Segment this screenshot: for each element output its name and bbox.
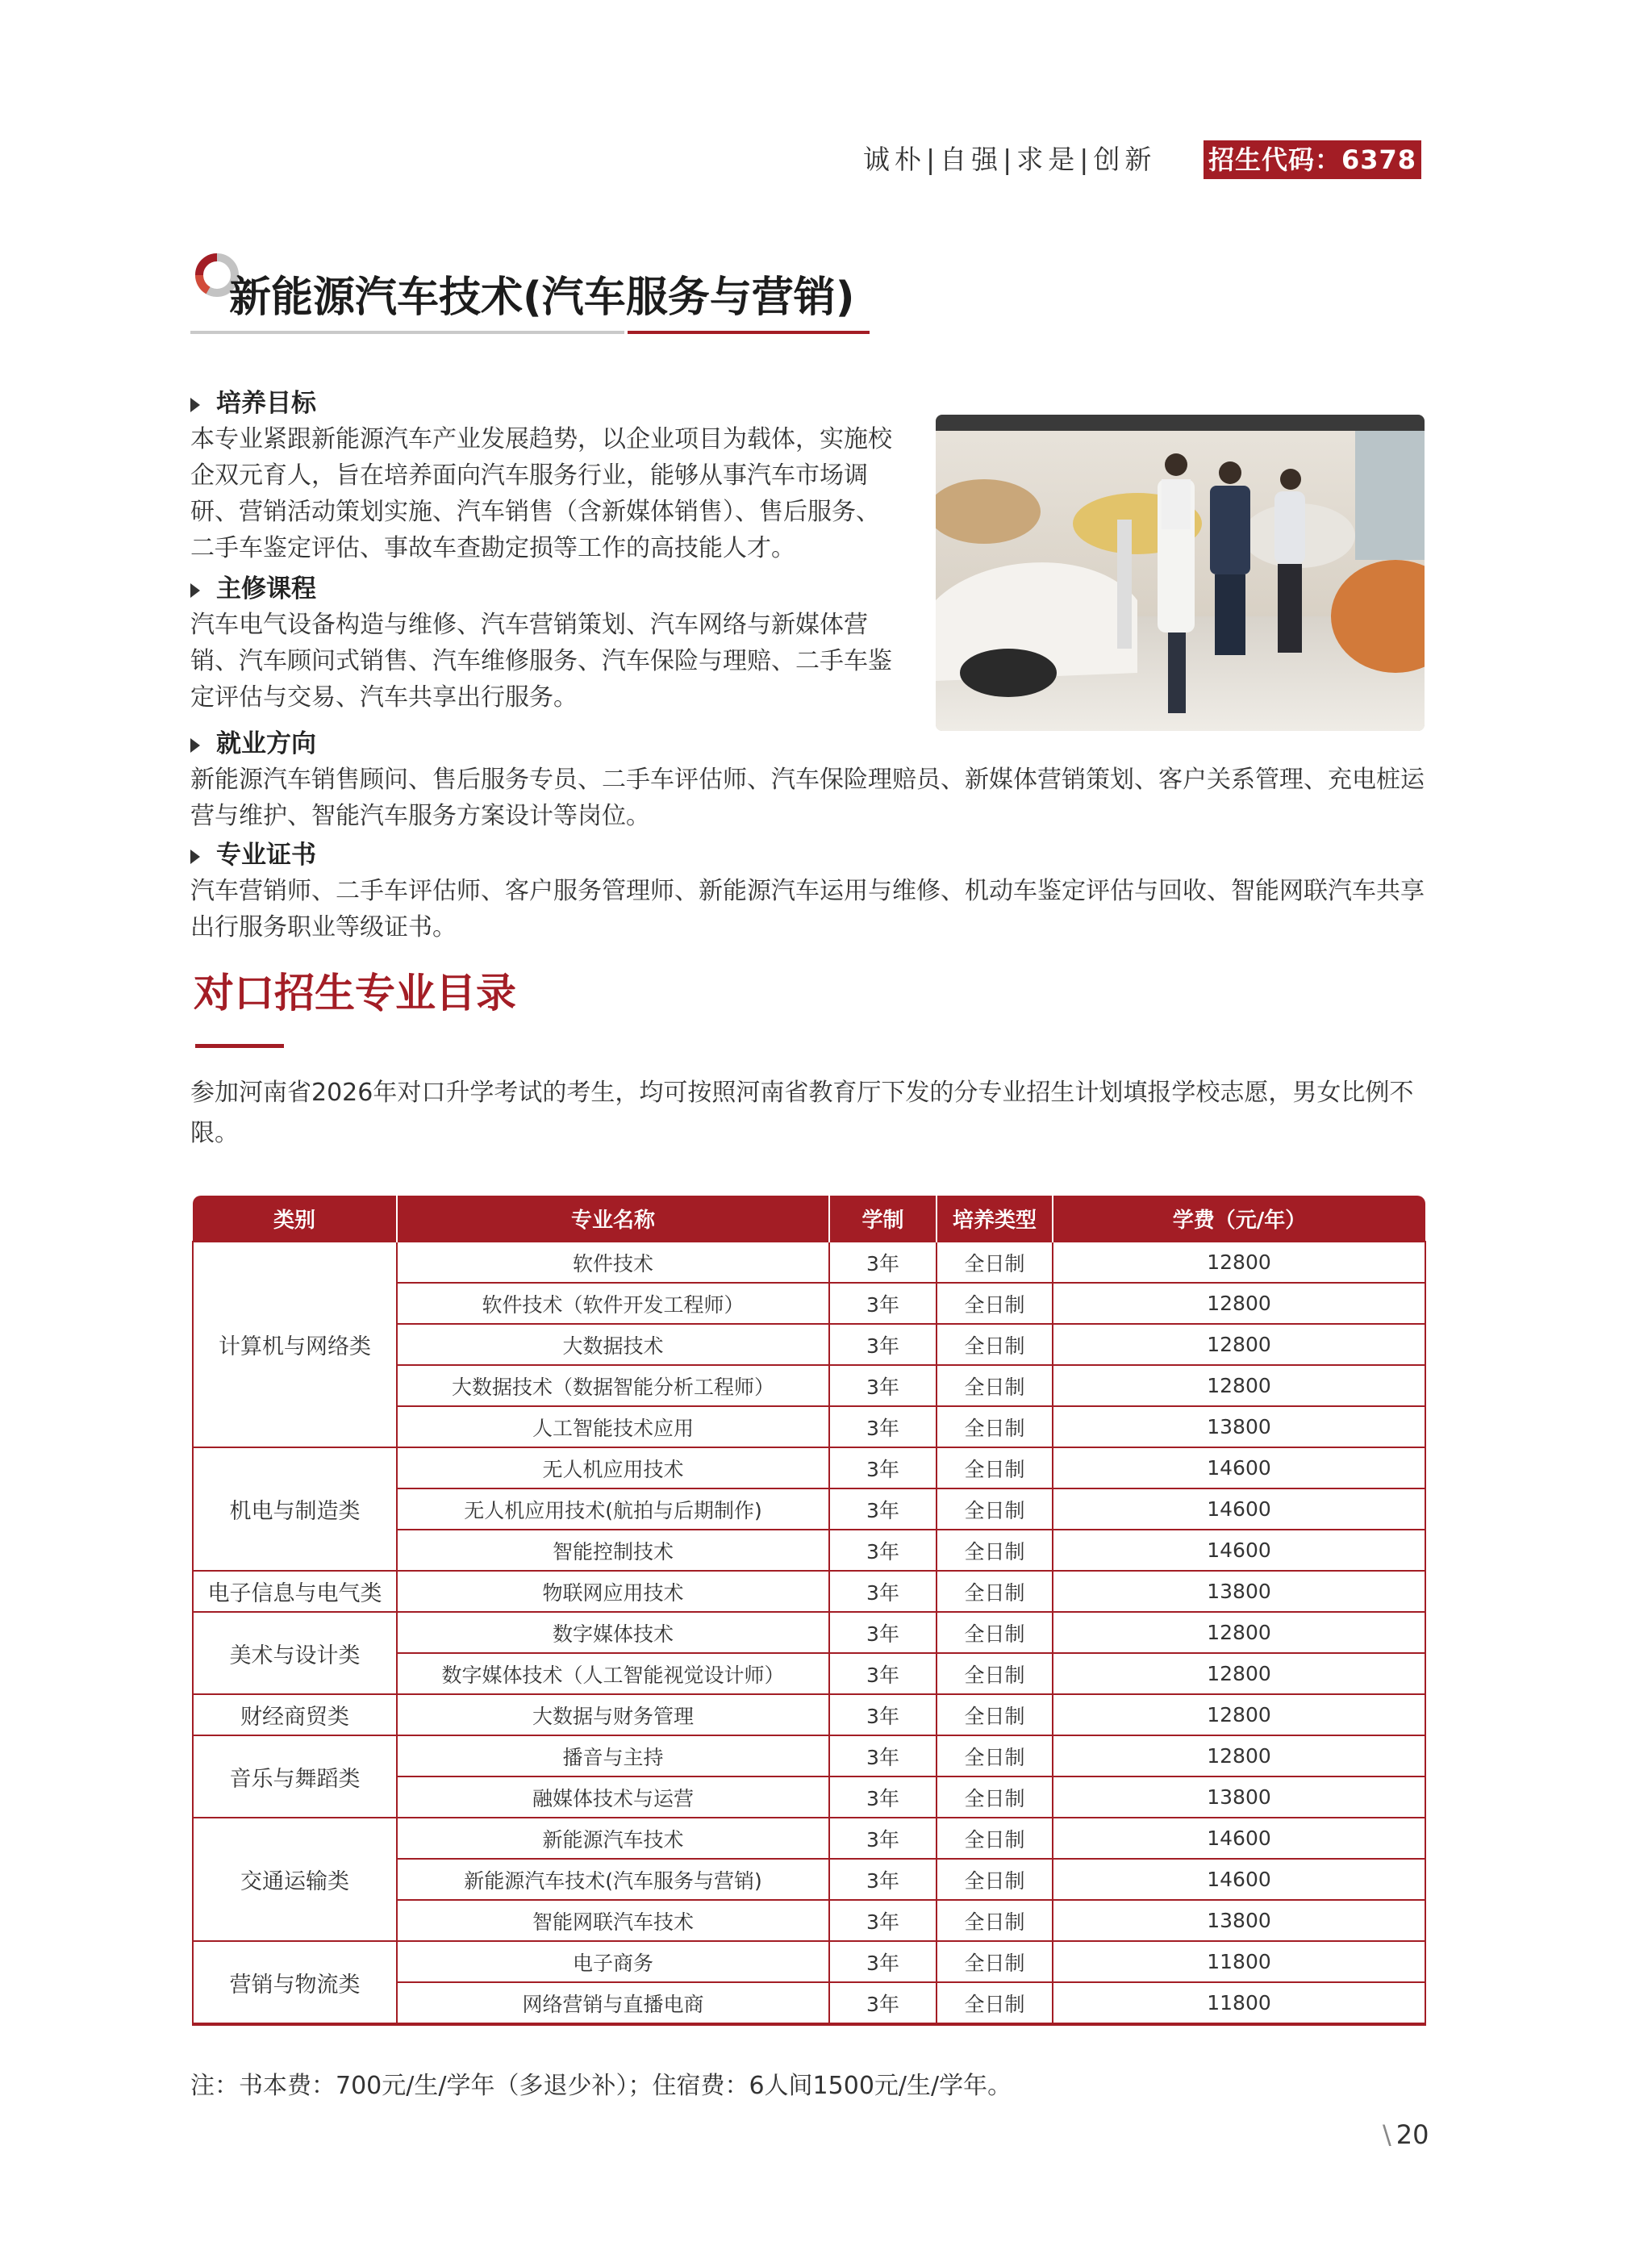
major-name-cell: 智能网联汽车技术 <box>397 1900 829 1941</box>
school-motto: 诚朴|自强|求是|创新 <box>863 144 1157 175</box>
header-major: 专业名称 <box>397 1196 829 1242</box>
tuition-cell: 13800 <box>1053 1776 1425 1818</box>
major-name-cell: 人工智能技术应用 <box>397 1406 829 1447</box>
type-cell: 全日制 <box>937 1694 1053 1735</box>
category-cell: 美术与设计类 <box>193 1612 397 1694</box>
duration-cell: 3年 <box>829 1283 937 1324</box>
duration-cell: 3年 <box>829 1859 937 1900</box>
triangle-bullet-icon <box>190 738 200 753</box>
type-cell: 全日制 <box>937 1941 1053 1982</box>
goal-text: 本专业紧跟新能源汽车产业发展趋势，以企业项目为载体，实施校企双元育人，旨在培养面向汽车服务行业，能够从事汽车市场调研、营销活动策划实施、汽车销售（含新媒体销售）、售后服务、二手车鉴定评估、事故车查勘定损等工作的高技能人才。 <box>190 425 892 562</box>
tuition-cell: 12800 <box>1053 1242 1425 1283</box>
header-duration: 学制 <box>829 1196 937 1242</box>
type-cell: 全日制 <box>937 1571 1053 1612</box>
enrollment-code-badge: 招生代码：6378 <box>1204 140 1421 179</box>
table-row <box>193 1612 1425 1653</box>
category-cell: 财经商贸类 <box>193 1694 397 1735</box>
major-name-cell: 网络营销与直播电商 <box>397 1982 829 2024</box>
duration-cell: 3年 <box>829 1488 937 1530</box>
type-cell: 全日制 <box>937 1365 1053 1406</box>
title-divider <box>190 331 624 334</box>
duration-cell: 3年 <box>829 1900 937 1941</box>
tuition-cell: 12800 <box>1053 1612 1425 1653</box>
table-header-row <box>193 1196 1425 1242</box>
table-row <box>193 1735 1425 1776</box>
tuition-cell: 14600 <box>1053 1447 1425 1488</box>
type-cell: 全日制 <box>937 1406 1053 1447</box>
title-divider-accent <box>628 331 870 334</box>
tuition-cell: 13800 <box>1053 1900 1425 1941</box>
duration-cell: 3年 <box>829 1612 937 1653</box>
table-row <box>193 1571 1425 1612</box>
tuition-cell: 14600 <box>1053 1859 1425 1900</box>
duration-cell: 3年 <box>829 1941 937 1982</box>
triangle-bullet-icon <box>190 583 200 598</box>
triangle-bullet-icon <box>190 850 200 864</box>
major-catalog-table <box>192 1196 1426 2026</box>
category-cell: 交通运输类 <box>193 1818 397 1941</box>
duration-cell: 3年 <box>829 1447 937 1488</box>
major-name-cell: 软件技术（软件开发工程师） <box>397 1283 829 1324</box>
table-row <box>193 1818 1425 1859</box>
fee-note: 注：书本费：700元/生/学年（多退少补）；住宿费：6人间1500元/生/学年。 <box>190 2072 1012 2100</box>
category-cell: 电子信息与电气类 <box>193 1571 397 1612</box>
duration-cell: 3年 <box>829 1242 937 1283</box>
duration-cell: 3年 <box>829 1776 937 1818</box>
type-cell: 全日制 <box>937 1612 1053 1653</box>
catalog-title-underline <box>195 1044 284 1048</box>
header-tuition: 学费（元/年） <box>1053 1196 1425 1242</box>
table-row <box>193 1242 1425 1283</box>
major-name-cell: 无人机应用技术(航拍与后期制作) <box>397 1488 829 1530</box>
tuition-cell: 12800 <box>1053 1735 1425 1776</box>
major-name-cell: 大数据技术（数据智能分析工程师） <box>397 1365 829 1406</box>
tuition-cell: 12800 <box>1053 1324 1425 1365</box>
major-name-cell: 软件技术 <box>397 1242 829 1283</box>
duration-cell: 3年 <box>829 1653 937 1694</box>
tuition-cell: 13800 <box>1053 1406 1425 1447</box>
major-name-cell: 数字媒体技术（人工智能视觉设计师） <box>397 1653 829 1694</box>
duration-cell: 3年 <box>829 1406 937 1447</box>
duration-cell: 3年 <box>829 1818 937 1859</box>
duration-cell: 3年 <box>829 1982 937 2024</box>
category-cell: 营销与物流类 <box>193 1941 397 2024</box>
course-text: 汽车电气设备构造与维修、汽车营销策划、汽车网络与新媒体营销、汽车顾问式销售、汽车维修服务、汽车保险与理赔、二手车鉴定评估与交易、汽车共享出行服务。 <box>190 611 892 712</box>
duration-cell: 3年 <box>829 1571 937 1612</box>
tuition-cell: 13800 <box>1053 1571 1425 1612</box>
major-name-cell: 融媒体技术与运营 <box>397 1776 829 1818</box>
tuition-cell: 14600 <box>1053 1488 1425 1530</box>
type-cell: 全日制 <box>937 1324 1053 1365</box>
major-name-cell: 物联网应用技术 <box>397 1571 829 1612</box>
table-row <box>193 1694 1425 1735</box>
type-cell: 全日制 <box>937 1447 1053 1488</box>
section-title: 新能源汽车技术(汽车服务与营销) <box>229 273 855 322</box>
header-category: 类别 <box>193 1196 397 1242</box>
major-name-cell: 新能源汽车技术 <box>397 1818 829 1859</box>
major-name-cell: 大数据与财务管理 <box>397 1694 829 1735</box>
catalog-title: 对口招生专业目录 <box>194 970 516 1017</box>
type-cell: 全日制 <box>937 1859 1053 1900</box>
type-cell: 全日制 <box>937 1900 1053 1941</box>
type-cell: 全日制 <box>937 1735 1053 1776</box>
duration-cell: 3年 <box>829 1735 937 1776</box>
duration-cell: 3年 <box>829 1365 937 1406</box>
type-cell: 全日制 <box>937 1653 1053 1694</box>
major-name-cell: 大数据技术 <box>397 1324 829 1365</box>
category-cell: 音乐与舞蹈类 <box>193 1735 397 1818</box>
tuition-cell: 12800 <box>1053 1653 1425 1694</box>
major-name-cell: 电子商务 <box>397 1941 829 1982</box>
tuition-cell: 14600 <box>1053 1530 1425 1571</box>
career-text: 新能源汽车销售顾问、售后服务专员、二手车评估师、汽车保险理赔员、新媒体营销策划、客户关系管理、充电桩运营与维护、智能汽车服务方案设计等岗位。 <box>190 766 1425 830</box>
header-type: 培养类型 <box>937 1196 1053 1242</box>
tuition-cell: 11800 <box>1053 1982 1425 2024</box>
table-row <box>193 1447 1425 1488</box>
duration-cell: 3年 <box>829 1530 937 1571</box>
duration-cell: 3年 <box>829 1324 937 1365</box>
catalog-intro: 参加河南省2026年对口升学考试的考生，均可按照河南省教育厅下发的分专业招生计划填报学校志愿，男女比例不限。 <box>190 1079 1414 1147</box>
duration-cell: 3年 <box>829 1694 937 1735</box>
tuition-cell: 12800 <box>1053 1694 1425 1735</box>
tuition-cell: 11800 <box>1053 1941 1425 1982</box>
cert-text: 汽车营销师、二手车评估师、客户服务管理师、新能源汽车运用与维修、机动车鉴定评估与回收、智能网联汽车共享出行服务职业等级证书。 <box>190 877 1425 941</box>
major-name-cell: 智能控制技术 <box>397 1530 829 1571</box>
type-cell: 全日制 <box>937 1283 1053 1324</box>
cert-heading: 专业证书 <box>190 837 316 873</box>
tuition-cell: 12800 <box>1053 1283 1425 1324</box>
category-cell: 计算机与网络类 <box>193 1242 397 1447</box>
tuition-cell: 14600 <box>1053 1818 1425 1859</box>
type-cell: 全日制 <box>937 1776 1053 1818</box>
category-cell: 机电与制造类 <box>193 1447 397 1571</box>
major-name-cell: 播音与主持 <box>397 1735 829 1776</box>
page-slash-icon: \ <box>1383 2119 1391 2150</box>
type-cell: 全日制 <box>937 1818 1053 1859</box>
goal-heading: 培养目标 <box>190 386 316 421</box>
career-heading: 就业方向 <box>190 726 316 762</box>
type-cell: 全日制 <box>937 1242 1053 1283</box>
major-name-cell: 新能源汽车技术(汽车服务与营销) <box>397 1859 829 1900</box>
table-row <box>193 1941 1425 1982</box>
type-cell: 全日制 <box>937 1982 1053 2024</box>
triangle-bullet-icon <box>190 398 200 412</box>
type-cell: 全日制 <box>937 1488 1053 1530</box>
major-name-cell: 无人机应用技术 <box>397 1447 829 1488</box>
type-cell: 全日制 <box>937 1530 1053 1571</box>
tuition-cell: 12800 <box>1053 1365 1425 1406</box>
car-showroom-photo <box>936 415 1425 731</box>
course-heading: 主修课程 <box>190 571 316 607</box>
page-number: \ 20 <box>1383 2119 1429 2150</box>
major-name-cell: 数字媒体技术 <box>397 1612 829 1653</box>
